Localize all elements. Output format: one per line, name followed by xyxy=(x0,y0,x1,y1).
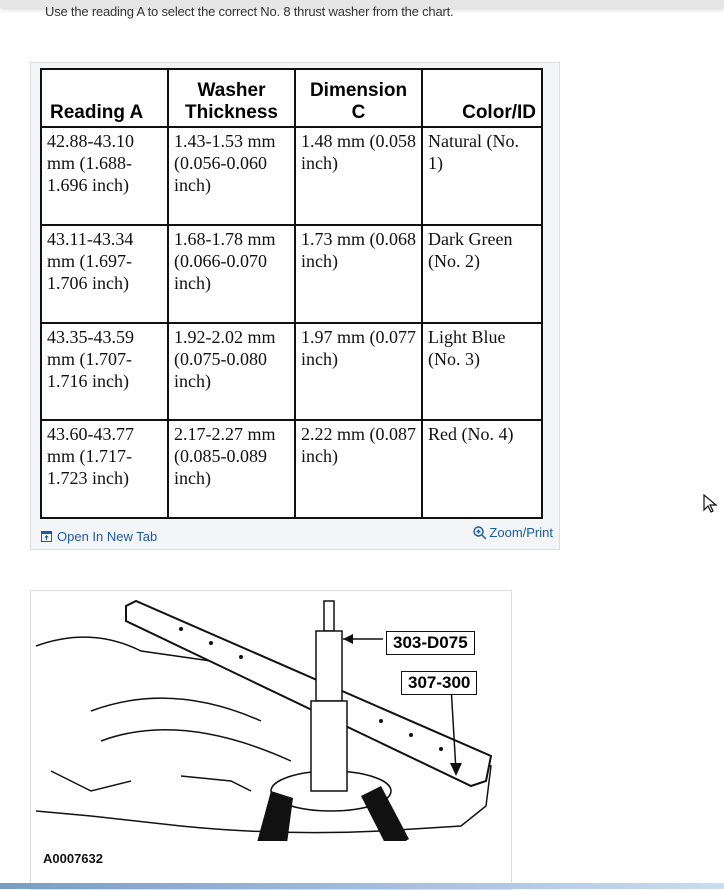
tool-label-307-300: 307-300 xyxy=(401,671,477,695)
table-row xyxy=(41,127,542,225)
tool-diagram-figure xyxy=(30,590,512,890)
table-cell: 1.68-1.78 mm (0.066-0.070 inch) xyxy=(168,225,295,323)
table-row xyxy=(41,420,542,518)
open-in-new-tab-label: Open In New Tab xyxy=(57,529,158,544)
header-reading-a: Reading A xyxy=(41,69,168,127)
table-cell: 1.73 mm (0.068 inch) xyxy=(295,225,422,323)
table-cell: 43.60-43.77 mm (1.717-1.723 inch) xyxy=(41,420,168,518)
table-cell: 1.43-1.53 mm (0.056-0.060 inch) xyxy=(168,127,295,225)
transmission-tool-illustration xyxy=(31,591,511,841)
figure-id: A0007632 xyxy=(43,851,103,866)
header-color-id: Color/ID xyxy=(422,69,542,127)
header-washer-thickness: Washer Thickness xyxy=(168,69,295,127)
zoom-print-link[interactable] xyxy=(473,525,553,540)
bottom-bar xyxy=(0,883,724,889)
table-cell: Dark Green (No. 2) xyxy=(422,225,542,323)
table-cell: 43.35-43.59 mm (1.707-1.716 inch) xyxy=(41,323,168,421)
table-cell: Red (No. 4) xyxy=(422,420,542,518)
table-cell: 42.88-43.10 mm (1.688-1.696 inch) xyxy=(41,127,168,225)
table-cell: 43.11-43.34 mm (1.697-1.706 inch) xyxy=(41,225,168,323)
open-in-new-tab-link[interactable] xyxy=(41,529,157,544)
table-cell: Light Blue (No. 3) xyxy=(422,323,542,421)
table-row xyxy=(41,225,542,323)
zoom-in-icon xyxy=(473,526,487,540)
table-cell: 2.17-2.27 mm (0.085-0.089 inch) xyxy=(168,420,295,518)
header-dimension-c: Dimension C xyxy=(295,69,422,127)
table-cell: 1.97 mm (0.077 inch) xyxy=(295,323,422,421)
tool-label-303-d075: 303-D075 xyxy=(386,631,475,655)
table-cell: 1.48 mm (0.058 inch) xyxy=(295,127,422,225)
table-cell: 1.92-2.02 mm (0.075-0.080 inch) xyxy=(168,323,295,421)
table-cell: 2.22 mm (0.087 inch) xyxy=(295,420,422,518)
open-tab-icon xyxy=(41,531,52,542)
washer-chart-figure xyxy=(30,62,560,550)
table-cell: Natural (No. 1) xyxy=(422,127,542,225)
washer-table xyxy=(40,68,543,519)
table-row xyxy=(41,323,542,421)
intro-text: Use the reading A to select the correct No. 8 thrust washer from the chart. xyxy=(45,4,454,19)
mouse-cursor-icon xyxy=(703,494,719,514)
zoom-print-label: Zoom/Print xyxy=(489,525,553,540)
